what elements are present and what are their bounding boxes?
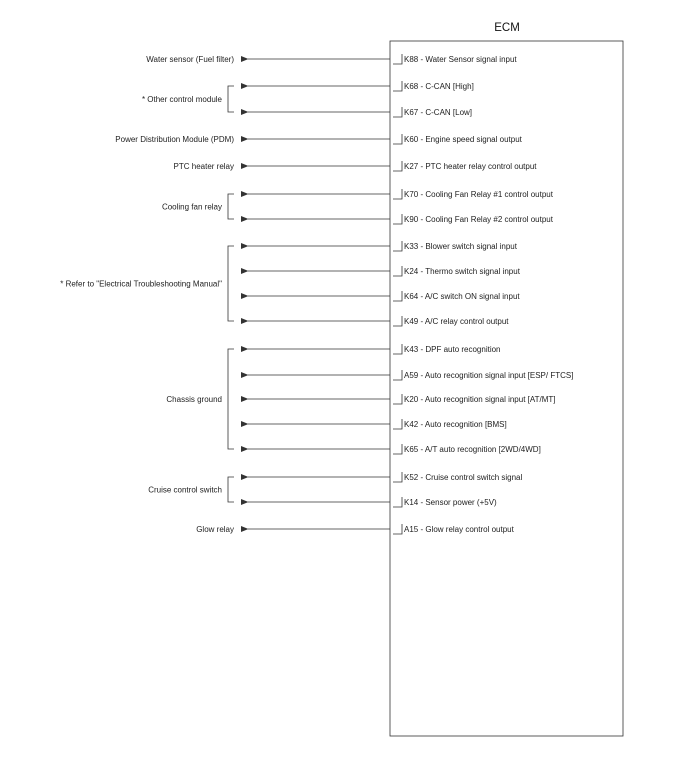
device-group [162, 194, 234, 219]
pin-label [404, 292, 520, 301]
pin-label [404, 345, 501, 354]
pin-label [404, 395, 556, 404]
device-group [60, 246, 234, 321]
pin-separator: - [418, 498, 426, 507]
pin-marker [393, 497, 402, 507]
pin-row [248, 134, 523, 144]
pin-row [248, 444, 541, 454]
pin-row [248, 54, 517, 64]
pin-label [404, 445, 541, 454]
pin-description: Cruise control switch signal [425, 473, 523, 482]
pin-rows [248, 54, 573, 534]
device-group [196, 525, 234, 534]
device-label: PTC heater relay [173, 162, 234, 171]
pin-id: K33 [404, 242, 419, 251]
pin-row [248, 524, 515, 534]
pin-description: Auto recognition signal input [AT/MT] [424, 395, 556, 404]
pin-separator: - [418, 190, 426, 199]
pin-row [248, 189, 554, 199]
pin-marker [393, 134, 402, 144]
pin-separator: - [418, 108, 426, 117]
pin-id: K24 [404, 267, 419, 276]
pin-label [404, 108, 472, 117]
pin-marker [393, 419, 402, 429]
pin-label [404, 162, 537, 171]
pin-row [248, 107, 472, 117]
pin-label [404, 525, 515, 534]
pin-id: K90 [404, 215, 419, 224]
pin-id: A59 [404, 371, 419, 380]
pin-id: A15 [404, 525, 419, 534]
pin-description: PTC heater relay control output [425, 162, 537, 171]
pin-marker [393, 472, 402, 482]
ecm-box [390, 41, 623, 736]
pin-marker [393, 370, 402, 380]
group-bracket [228, 349, 234, 449]
pin-marker [393, 266, 402, 276]
pin-marker [393, 214, 402, 224]
pin-marker [393, 344, 402, 354]
pin-separator: - [418, 420, 425, 429]
pin-description: Water Sensor signal input [425, 55, 517, 64]
pin-separator: - [418, 55, 426, 64]
pin-marker [393, 81, 402, 91]
pin-id: K14 [404, 498, 419, 507]
pin-label [404, 371, 573, 380]
device-label: Cooling fan relay [161, 202, 222, 212]
device-group [166, 349, 234, 449]
pin-id: K65 [404, 445, 419, 454]
pin-separator: - [418, 395, 425, 404]
device-label: Glow relay [196, 525, 234, 534]
device-group [146, 55, 234, 64]
pin-description: Cooling Fan Relay #1 control output [425, 190, 553, 199]
pin-description: A/C relay control output [424, 317, 509, 326]
pin-marker [393, 241, 402, 251]
pin-marker [393, 524, 402, 534]
pin-separator: - [418, 473, 426, 482]
pin-marker [393, 444, 402, 454]
pin-row [248, 370, 573, 380]
pin-description: C-CAN [High] [425, 82, 474, 91]
pin-id: K52 [404, 473, 419, 482]
pin-separator: - [418, 292, 425, 301]
pin-label [404, 498, 497, 507]
pin-row [248, 266, 521, 276]
pin-id: K70 [404, 190, 419, 199]
pin-separator: - [418, 135, 426, 144]
pin-separator: - [418, 445, 425, 454]
ecm-title: ECM [494, 22, 520, 34]
pin-description: Glow relay control output [425, 525, 514, 534]
pin-separator: - [418, 317, 425, 326]
pin-label [404, 215, 554, 224]
group-bracket [228, 86, 234, 112]
pin-row [248, 344, 501, 354]
pin-label [404, 420, 507, 429]
pin-marker [393, 316, 402, 326]
pin-row [248, 472, 522, 482]
pin-separator: - [418, 345, 426, 354]
pin-separator: - [418, 525, 426, 534]
device-label: Power Distribution Module (PDM) [115, 135, 234, 144]
device-label: * Refer to "Electrical Troubleshooting Manual" [60, 279, 222, 289]
pin-separator: - [418, 162, 426, 171]
pin-marker [393, 394, 402, 404]
pin-id: K64 [404, 292, 419, 301]
group-bracket [228, 477, 234, 502]
device-group [115, 135, 234, 144]
device-group [142, 86, 234, 112]
pin-marker [393, 54, 402, 64]
pin-id: K68 [404, 82, 419, 91]
pin-row [248, 161, 537, 171]
pin-marker [393, 161, 402, 171]
pin-marker [393, 291, 402, 301]
pin-id: K49 [404, 317, 419, 326]
pin-description: Blower switch signal input [425, 242, 517, 251]
group-bracket [228, 246, 234, 321]
pin-row [248, 394, 556, 404]
pin-description: Cooling Fan Relay #2 control output [425, 215, 553, 224]
pin-marker [393, 189, 402, 199]
pin-description: A/C switch ON signal input [424, 292, 520, 301]
pin-label [404, 55, 517, 64]
pin-id: K43 [404, 345, 419, 354]
device-label: Water sensor (Fuel filter) [146, 55, 234, 64]
pin-separator: - [418, 371, 425, 380]
device-groups [60, 55, 234, 534]
pin-label [404, 190, 554, 199]
pin-row [248, 241, 518, 251]
pin-description: Sensor power (+5V) [425, 498, 497, 507]
pin-row [248, 214, 554, 224]
group-bracket [228, 194, 234, 219]
device-label: Chassis ground [166, 395, 222, 404]
pin-id: K27 [404, 162, 419, 171]
pin-description: A/T auto recognition [2WD/4WD] [424, 445, 541, 454]
pin-id: K20 [404, 395, 419, 404]
pin-label [404, 135, 523, 144]
pin-label [404, 82, 474, 91]
pin-row [248, 81, 474, 91]
pin-row [248, 419, 507, 429]
device-label: Cruise control switch [148, 485, 222, 495]
pin-row [248, 291, 520, 301]
pin-label [404, 317, 509, 326]
pin-label [404, 242, 518, 251]
pin-row [248, 497, 497, 507]
pin-description: Auto recognition signal input [ESP/ FTCS] [424, 371, 574, 380]
pin-row [248, 316, 509, 326]
pin-description: Thermo switch signal input [425, 267, 520, 276]
pin-separator: - [418, 267, 426, 276]
pin-separator: - [418, 242, 426, 251]
pin-id: K88 [404, 55, 419, 64]
pin-description: C-CAN [Low] [425, 108, 473, 117]
pin-description: DPF auto recognition [425, 345, 501, 354]
pin-id: K42 [404, 420, 419, 429]
device-group [148, 477, 234, 502]
device-group [174, 162, 234, 171]
pin-description: Auto recognition [BMS] [424, 420, 507, 429]
pin-description: Engine speed signal output [425, 135, 522, 144]
device-label: * Other control module [141, 95, 222, 104]
pin-separator: - [418, 215, 426, 224]
pin-label [404, 473, 522, 482]
pin-separator: - [418, 82, 426, 91]
pin-id: K67 [404, 108, 419, 117]
pin-marker [393, 107, 402, 117]
pin-label [404, 267, 521, 276]
pin-id: K60 [404, 135, 419, 144]
